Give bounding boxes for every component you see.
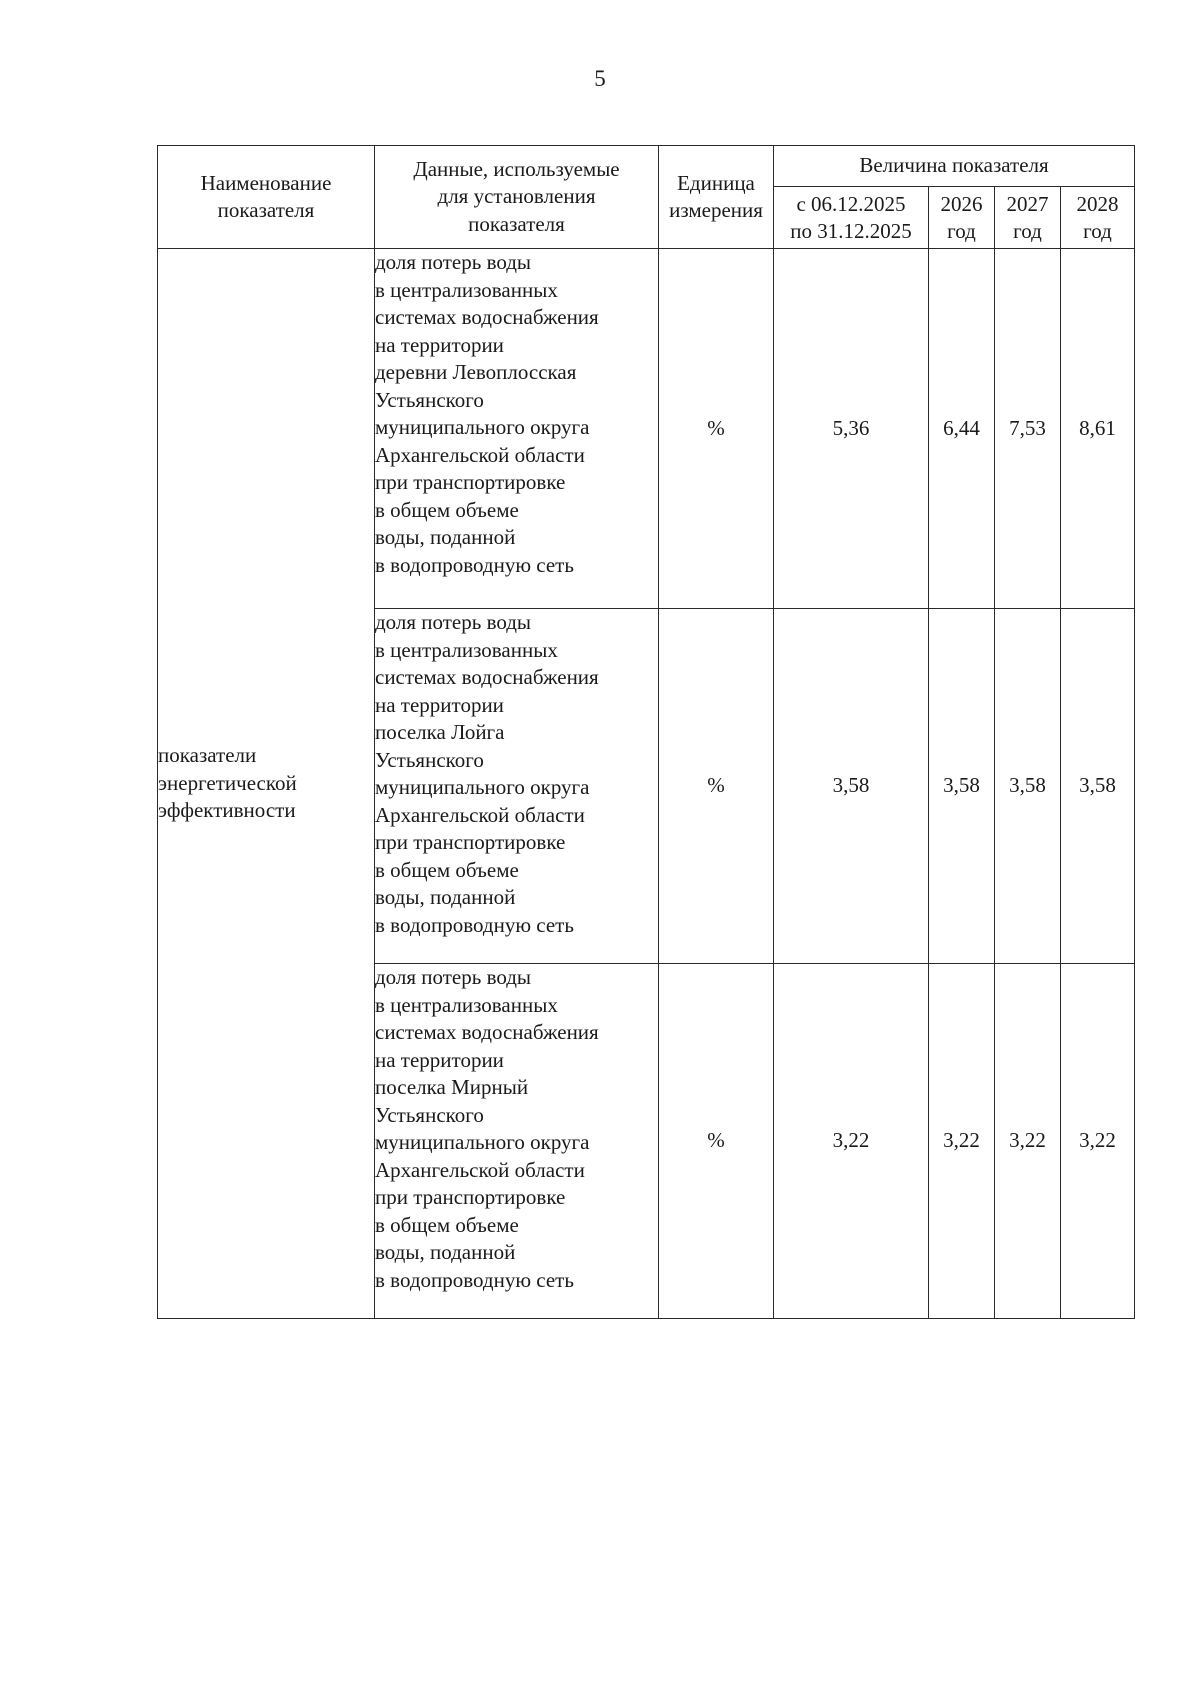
indicators-table [157,145,1135,1319]
page-number: 5 [594,66,606,91]
unit-cell: % [659,609,774,964]
description-cell: доля потерь воды в централизованных системах водоснабжения на территории деревни Левоплосская Устьянского муниципального округа Архангельской области при транспортировке в общем объеме воды, поданной в водопроводную сеть [375,249,659,609]
value-cell: 7,53 [995,249,1061,609]
value-cell: 3,22 [774,964,929,1319]
description-cell: доля потерь воды в централизованных системах водоснабжения на территории поселка Лойга Устьянского муниципального округа Архангельской области при транспортировке в общем объеме воды, поданной в водопроводную сеть [375,609,659,964]
indicator-name-cell: показатели энергетической эффективности [158,249,375,1319]
header-period-2025: с 06.12.2025 по 31.12.2025 [774,187,929,249]
value-cell: 3,58 [1061,609,1135,964]
header-period-2027: 2027 год [995,187,1061,249]
header-indicator-name: Наименование показателя [158,146,375,249]
header-value-group: Величина показателя [774,146,1135,187]
header-data-used: Данные, используемые для установления показателя [375,146,659,249]
value-cell: 3,58 [995,609,1061,964]
header-period-2028: 2028 год [1061,187,1135,249]
unit-cell: % [659,249,774,609]
table-row [158,249,1135,609]
value-cell: 8,61 [1061,249,1135,609]
table-header [158,146,1135,249]
description-cell: доля потерь воды в централизованных системах водоснабжения на территории поселка Мирный Устьянского муниципального округа Архангельской области при транспортировке в общем объеме воды, поданной в водопроводную сеть [375,964,659,1319]
value-cell: 3,22 [995,964,1061,1319]
unit-cell: % [659,964,774,1319]
value-cell: 3,58 [774,609,929,964]
header-period-2026: 2026 год [929,187,995,249]
value-cell: 3,22 [1061,964,1135,1319]
value-cell: 3,58 [929,609,995,964]
header-unit: Единица измерения [659,146,774,249]
value-cell: 6,44 [929,249,995,609]
value-cell: 3,22 [929,964,995,1319]
value-cell: 5,36 [774,249,929,609]
